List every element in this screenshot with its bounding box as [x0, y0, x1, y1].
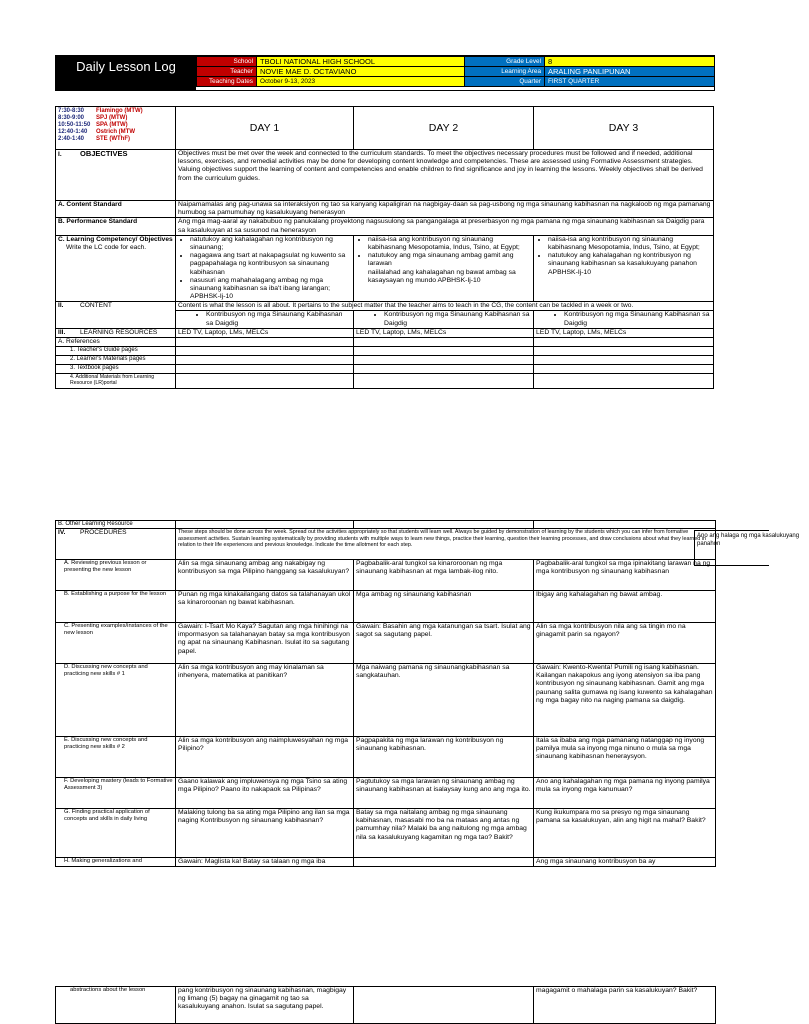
- step-day3: Ang mga sinaunang kontribusyon ba ay: [534, 858, 716, 867]
- continuation-day2: [354, 987, 534, 1024]
- overflow-cell: [694, 530, 800, 566]
- school-value: TBOLI NATIONAL HIGH SCHOOL: [257, 57, 465, 67]
- content-standard-label: A. Content Standard: [56, 201, 176, 218]
- procedures-note: These steps should be done across the week. Spread out the activities appropriately so that students will learn well. Always be guided by demonstration of learning by the students which you can infer from formative assessment activities. Sustain learning systematically by providing students with multiple ways to learn new things, practice their learning, question their learning processes, and draw conclusions about what they learned in relation to their life experiences and previous knowledge. Indicate the time allotment for each step.: [176, 529, 716, 560]
- textbook-label: 3. Textbook pages: [56, 365, 176, 374]
- lm-label: 2. Learner's Materials pages: [56, 356, 176, 365]
- schedule-item: [58, 108, 173, 115]
- continuation-day3: magagamit o mahalaga parin sa kasalukuyan? Bakit?: [534, 987, 716, 1024]
- other-resource-row: [56, 521, 716, 529]
- textbook-row: [56, 365, 714, 374]
- competency-item: • natutukoy ang kahalagahan ng kontribusyon ng sinaunang kabihasnan sa kasalukuyang panahon APBHSK-Ij-10: [548, 252, 711, 277]
- content-topic: • Kontribusyon ng mga Sinaunang Kabihasnan sa Daigdig: [206, 311, 351, 327]
- empty-cell: [354, 338, 534, 347]
- step-row: [56, 591, 716, 623]
- content-label-cell: [56, 302, 176, 328]
- lr-portal-label: 4. Additional Materials from Learning Resource (LR)portal: [56, 374, 176, 389]
- objectives-label-cell: [56, 150, 176, 201]
- content-row: [56, 302, 714, 311]
- tg-row: [56, 347, 714, 356]
- performance-standard-label: B. Performance Standard: [56, 218, 176, 235]
- step-label: A. Reviewing previous lesson or presenting the new lesson: [56, 560, 176, 591]
- step-row: [56, 560, 716, 591]
- schedule-list: [58, 108, 173, 143]
- day-header-row: [56, 107, 714, 150]
- empty-cell: [534, 521, 716, 529]
- dates-label: Teaching Dates: [197, 77, 257, 87]
- references-label: A. References: [56, 338, 176, 347]
- other-resource-label: B. Other Learning Resource: [56, 521, 176, 529]
- competency-item: • naiisa-isa ang kontribusyon ng sinaunang kabihasnang Mesopotamia, Indus, Tsino, at Egypt;: [368, 236, 531, 252]
- competency-day3: [534, 235, 714, 302]
- schedule-time: 2:40-1:40: [58, 136, 85, 142]
- objectives-row: [56, 150, 714, 201]
- step-day1: Gawain: Maglista ka! Batay sa talaan ng mga iba: [176, 858, 354, 867]
- step-day3: Pagbabalik-aral tungkol sa mga ipinakitang larawan na ng mga kontribusyon ng sinaunang kabihasnan: [534, 560, 716, 591]
- procedures-label-cell: [56, 529, 176, 560]
- content-day1: [176, 311, 354, 328]
- content-note: Content is what the lesson is all about. It pertains to the subject matter that the teacher aims to teach in the CG, the content can be tackled in a week or two.: [176, 302, 714, 311]
- step-day3: Gawain: Kwento-Kwenta! Pumili ng isang kabihasnan. Kailangan nakapokus ang iyong atensiyon sa iba pang kontribusyon ng sinaunang kabihasnan. Gamit ang mga paunang salita gumawa ng isang kuwento sa kahalagahan ng mga bagay nito na naging pamana sa daigdig.: [534, 664, 716, 737]
- competency-row: [56, 235, 714, 302]
- schedule-time: 7:30-8:30: [58, 108, 85, 114]
- grade-value: 8: [545, 57, 715, 67]
- school-label: School: [197, 57, 257, 67]
- competency-label: C. Learning Competency/ Objectives: [58, 235, 173, 243]
- continuation-row: [56, 987, 716, 1024]
- day2-header: DAY 2: [354, 107, 534, 150]
- step-day2: Pagpapakita ng mga larawan ng kontribusyon ng sinaunang kabihasnan.: [354, 737, 534, 778]
- empty-cell: [534, 347, 714, 356]
- step-day1: Gawain: I-Tsart Mo Kaya? Sagutan ang mga hinihingi na impormasyon sa talahanayan batay sa mga kontribusyon ng apat na sinaunang Kabihasnan. Isulat ito sa sagutang papel.: [176, 623, 354, 664]
- step-day3: Ano ang kahalagahan ng mga pamana ng inyong pamilya mula sa inyong mga kanunuan?: [534, 778, 716, 809]
- content-standard-text: Naipamamalas ang pag-unawa sa interaksiyon ng tao sa kanyang kapaligiran na nagbigay-daan sa pag-usbong ng mga sinaunang kabihasnan na nagkaloob ng mga pamanang humubog sa pamumuhay ng kasalukuyang henerasyon: [176, 201, 714, 218]
- page-title: Daily Lesson Log: [76, 59, 176, 74]
- step-day1: Punan ng mga kinakailangang datos sa talahanayan ukol sa kinaroroonan ng bawat kabihasnan.: [176, 591, 354, 623]
- step-label: G. Finding practical application of concepts and skills in daily living: [56, 809, 176, 858]
- schedule-section: SPJ (MTW): [96, 115, 128, 121]
- step-day1: Alin sa mga kontribusyon ang naimpluwesyahan ng mga Pilipino?: [176, 737, 354, 778]
- empty-cell: [176, 356, 354, 365]
- step-label: D. Discussing new concepts and practicing new skills # 1: [56, 664, 176, 737]
- step-day3: Itala sa ibaba ang mga pamanang natanggap ng inyong pamilya mula sa inyong mga ninuno o mula sa mga sinaunang kabihasnan heneraysyon.: [534, 737, 716, 778]
- competency-label-cell: [56, 235, 176, 302]
- teacher-label: Teacher: [197, 67, 257, 77]
- step-label: H. Making generalizations and: [56, 858, 176, 867]
- resources-day1: LED TV, Laptop, LMs, MELCs: [176, 328, 354, 337]
- step-day2: Pagtutukoy sa mga larawan ng sinaunang ambag ng sinaunang kabihasnan at isalaysay kung ano ang mga ito.: [354, 778, 534, 809]
- schedule-time: 10:50-11:50: [58, 122, 91, 128]
- schedule-item: [58, 115, 173, 122]
- step-row: [56, 623, 716, 664]
- step-label: F. Developing mastery (leads to Formative Assessment 3): [56, 778, 176, 809]
- competency-day2: [354, 235, 534, 302]
- empty-cell: [176, 338, 354, 347]
- resources-day2: LED TV, Laptop, LMs, MELCs: [354, 328, 534, 337]
- content-day3: [534, 311, 714, 328]
- lm-row: [56, 356, 714, 365]
- empty-cell: [354, 521, 534, 529]
- schedule-item: [58, 129, 173, 136]
- step-day3: Ibigay ang kahalagahan ng bawat ambag.: [534, 591, 716, 623]
- resources-label-cell: [56, 328, 176, 337]
- lesson-table-page3: [55, 986, 716, 1024]
- schedule-time: 8:30-9:00: [58, 115, 85, 121]
- content-num: II.: [58, 302, 64, 310]
- objectives-text: Objectives must be met over the week and connected to the curriculum standards. To meet the objectives necessary procedures must be followed and if needed, additional lessons, exercises, and remedial activities may be done for developing content knowledge and competencies. These are assessed using Formative Assessment strategies. Valuing objectives support the learning of content and competencies and enable children to find significance and joy in learning the lessons. Weekly objectives shall be derived from the curriculum guides.: [176, 150, 714, 201]
- references-row: [56, 338, 714, 347]
- content-standard-row: [56, 201, 714, 218]
- empty-cell: [354, 374, 534, 389]
- step-day1: Gaano kalawak ang impluwensya ng mga Tsino sa ating mga Pilipino? Paano ito nakapaok sa Pilipinas?: [176, 778, 354, 809]
- step-label: C. Presenting examples/instances of the new lesson: [56, 623, 176, 664]
- schedule-item: [58, 136, 173, 143]
- schedule-section: Flamingo (MTW): [96, 108, 143, 114]
- empty-cell: [534, 338, 714, 347]
- step-day1: Alin sa mga kontribusyon ang may kinalaman sa inhenyera, matematika at panitikan?: [176, 664, 354, 737]
- competency-item: • natutukoy ang kahalagahan ng kontribusyon ng sinaunang;: [190, 236, 351, 252]
- objectives-label: OBJECTIVES: [80, 149, 128, 158]
- content-day2: [354, 311, 534, 328]
- empty-cell: [176, 365, 354, 374]
- competency-item: naiilalahad ang kahalagahan ng bawat ambag sa kasaysayan ng mundo APBHSK-Ij-10: [368, 268, 516, 284]
- continuation-day1: pang kontribusyon ng sinaunang kabihasnan, magbigay ng limang (5) bagay na ginagamit ng tao sa kasalukuyang anahon. Isulat sa sagutang papel.: [176, 987, 354, 1024]
- step-label: B. Establishing a purpose for the lesson: [56, 591, 176, 623]
- step-row: [56, 737, 716, 778]
- competency-sublabel: Write the LC code for each.: [66, 243, 147, 251]
- step-row: [56, 858, 716, 867]
- overflow-text: Ano ang halaga ng mga kasalukuyang panahon: [697, 533, 800, 547]
- step-label: E. Discussing new concepts and practicing new skills # 2: [56, 737, 176, 778]
- resources-day3: LED TV, Laptop, LMs, MELCs: [534, 328, 714, 337]
- step-row: [56, 664, 716, 737]
- empty-cell: [354, 365, 534, 374]
- area-value: ARALING PANLIPUNAN: [545, 67, 715, 77]
- dates-value: October 9-13, 2023: [257, 77, 465, 87]
- performance-standard-text: Ang mga mag-aaral ay nakabubuo ng panukalang proyektong nagsusulong sa pangangalaga at preserbasyon ng mga pamana ng mga sinaunang kabihasnan sa Daigdig para sa kasalukuyan at sa susunod na henerasyon: [176, 218, 714, 235]
- step-row: [56, 809, 716, 858]
- step-day1: Malaking tulong ba sa ating mga Pilipino ang ilan sa mga naging Kontribusyon ng sinaunang kabihasnan?: [176, 809, 354, 858]
- performance-standard-row: [56, 218, 714, 235]
- content-topic: • Kontribusyon ng mga Sinaunang Kabihasnan sa Daigdig: [384, 311, 531, 327]
- step-day2: Pagbabalik-aral tungkol sa kinaroroonan ng mga sinaunang kabihasnan at mga lambak-ilog nito.: [354, 560, 534, 591]
- resources-label: LEARNING RESOURCES: [80, 328, 158, 336]
- content-label: CONTENT: [80, 302, 112, 310]
- competency-item: • nasusuri ang mahahalagang ambag ng mga sinaunang kabihasnan sa iba't ibang larangan; APBHSK-Ij-10: [190, 277, 351, 302]
- step-day1: Alin sa mga sinaunang ambag ang nakabigay ng kontribusyon sa mga Pilipino hanggang sa kasalukuyan?: [176, 560, 354, 591]
- empty-cell: [354, 356, 534, 365]
- competency-day1: [176, 235, 354, 302]
- resources-row: [56, 328, 714, 337]
- objectives-num: I.: [58, 151, 62, 158]
- competency-item: • natutukoy ang mga sinaunang ambag gamit ang larawan: [368, 252, 531, 268]
- step-day2: Gawain: Basahin ang mga katanungan sa tsart. Isulat ang sagot sa sagutang papel.: [354, 623, 534, 664]
- step-day3: Kung ikukumpara mo sa presyo ng mga sinaunang pamana sa kasalukuyan, alin ang higit na mahal? Bakit?: [534, 809, 716, 858]
- step-day2: [354, 858, 534, 867]
- step-row: [56, 778, 716, 809]
- procedures-label: PROCEDURES: [80, 529, 127, 536]
- quarter-value: FIRST QUARTER: [545, 77, 715, 87]
- empty-cell: [534, 374, 714, 389]
- schedule-item: [58, 122, 173, 129]
- grade-label: Grade Level: [465, 57, 545, 67]
- empty-cell: [176, 374, 354, 389]
- competency-item: • naiisa-isa ang kontribusyon ng sinaunang kabihasnang Mesopotamia, Indus, Tsino, at Egypt;: [548, 236, 711, 252]
- content-topic: • Kontribusyon ng mga Sinaunang Kabihasnan sa Daigdig: [564, 311, 711, 327]
- schedule-time: 12:40-1:40: [58, 129, 88, 135]
- day1-header: DAY 1: [176, 107, 354, 150]
- header-title-block: [56, 56, 196, 90]
- step-day2: Batay sa mga naitalang ambag ng mga sinaunang kabihasnan, masasabi mo ba na mataas ang antas ng pamumhay nila? Malaki ba ang naitulong ng mga ambag nila sa kasalukuyang kagamitan ng mga tao? Bakit?: [354, 809, 534, 858]
- resources-num: III.: [58, 328, 66, 336]
- schedule-cell: [56, 107, 176, 150]
- tg-label: 1. Teacher's Guide pages: [56, 347, 176, 356]
- procedures-num: IV.: [58, 529, 66, 536]
- schedule-section: SPA (MTW): [96, 122, 128, 128]
- competency-item: • nagagawa ang tsart at nakapagsulat ng kuwento sa pagpapahalaga ng kontribusyon sa sinaunang kabihasnan: [190, 252, 351, 277]
- day3-header: DAY 3: [534, 107, 714, 150]
- teacher-value: NOVIE MAE D. OCTAVIANO: [257, 67, 465, 77]
- step-day2: Mga naiwang pamana ng sinaunangkabihasnan sa sangkatauhan.: [354, 664, 534, 737]
- lesson-table-page1: [55, 106, 714, 389]
- empty-cell: [534, 365, 714, 374]
- step-day2: Mga ambag ng sinaunang kabihasnan: [354, 591, 534, 623]
- header-info-table: [196, 56, 715, 87]
- lr-portal-row: [56, 374, 714, 389]
- step-day3: Alin sa mga kontribusyon nila ang sa tingin mo na ginagamit parin sa ngayon?: [534, 623, 716, 664]
- empty-cell: [534, 356, 714, 365]
- empty-cell: [176, 347, 354, 356]
- area-label: Learning Area: [465, 67, 545, 77]
- lesson-log-header: [55, 55, 715, 91]
- procedures-row: [56, 529, 716, 560]
- quarter-label: Quarter: [465, 77, 545, 87]
- empty-cell: [354, 347, 534, 356]
- continuation-label: abstractions about the lesson: [56, 987, 176, 1024]
- schedule-section: STE (WThF): [96, 136, 130, 142]
- empty-cell: [176, 521, 354, 529]
- schedule-section: Ostrich (MTW: [96, 129, 135, 135]
- lesson-table-page2: [55, 520, 716, 867]
